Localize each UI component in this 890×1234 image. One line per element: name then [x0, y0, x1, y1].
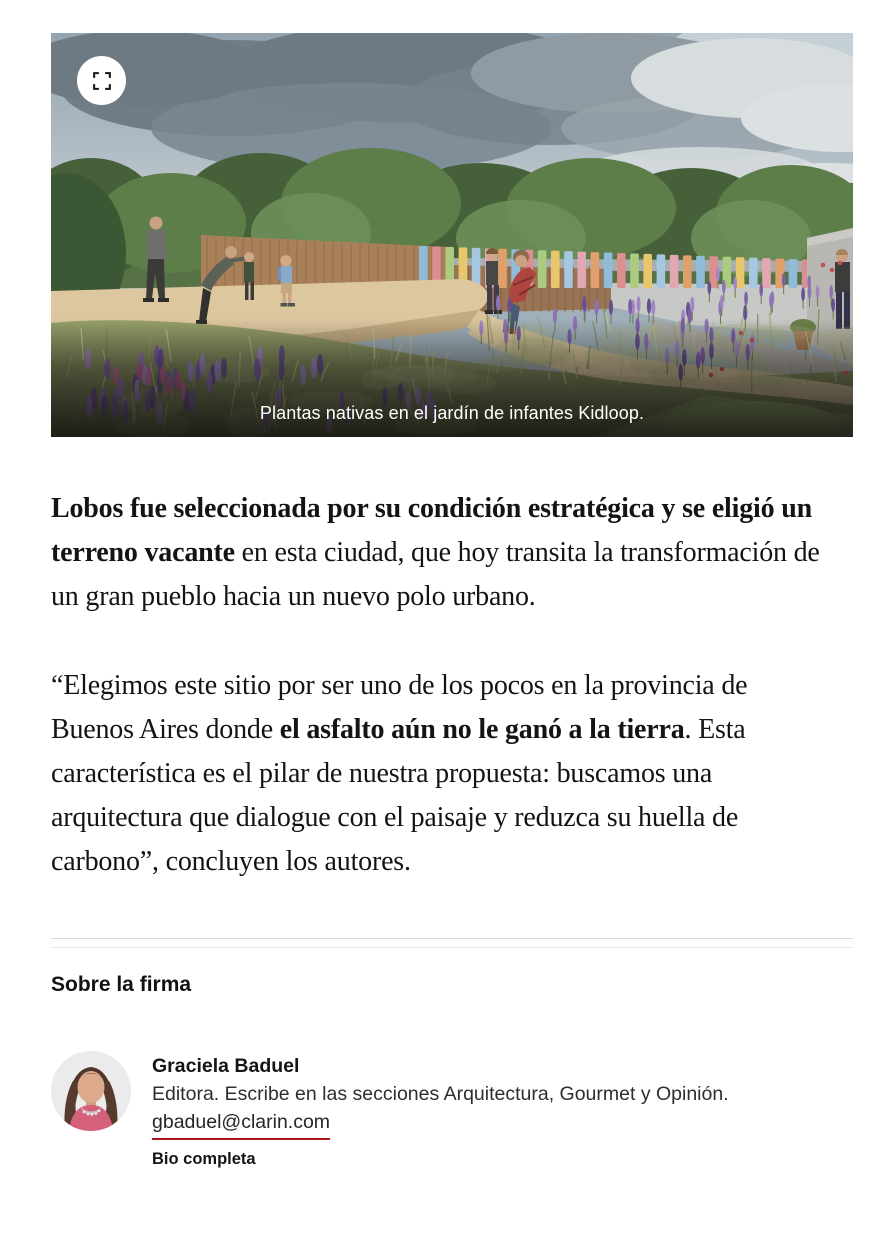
fullscreen-expand-icon: [91, 70, 113, 92]
paragraph-bold-lead: Lobos fue seleccionada por su condición estratégica y se eligió un terreno vacante: [51, 493, 812, 568]
divider: [51, 947, 853, 948]
author-role: Editora. Escribe en las secciones Arquitectura, Gourmet y Opinión.: [152, 1083, 729, 1105]
author-card: [51, 1051, 853, 1172]
author-name: Graciela Baduel: [152, 1055, 300, 1077]
paragraph-bold: el asfalto aún no le ganó a la tierra: [279, 714, 685, 745]
paragraph-text: “Elegimos este sitio por ser uno de los pocos en la provincia de Buenos Aires donde: [51, 670, 748, 745]
paragraph: [51, 487, 831, 619]
article-page: [51, 0, 853, 1172]
paragraph: [51, 664, 831, 884]
author-info: [152, 1051, 729, 1172]
article-body: [51, 487, 831, 884]
expand-image-button[interactable]: [77, 56, 126, 105]
image-caption: Plantas nativas en el jardín de infantes Kidloop.: [259, 403, 645, 423]
paragraph-text: en esta ciudad, que hoy transita la transformación de un gran pueblo hacia un nuevo polo urbano.: [51, 537, 820, 612]
caption-overlay: [51, 319, 853, 437]
byline-heading: Sobre la firma: [51, 973, 192, 996]
author-avatar: [51, 1051, 131, 1131]
bio-complete-link[interactable]: Bio completa: [152, 1150, 256, 1168]
divider: [51, 938, 853, 939]
hero-image: [51, 33, 853, 437]
author-email-link[interactable]: gbaduel@clarin.com: [152, 1110, 330, 1140]
paragraph-text: . Esta característica es el pilar de nuestra propuesta: buscamos una arquitectura que dialogue con el paisaje y reduzca su huella de carbono”, concluyen los autores.: [51, 714, 746, 877]
